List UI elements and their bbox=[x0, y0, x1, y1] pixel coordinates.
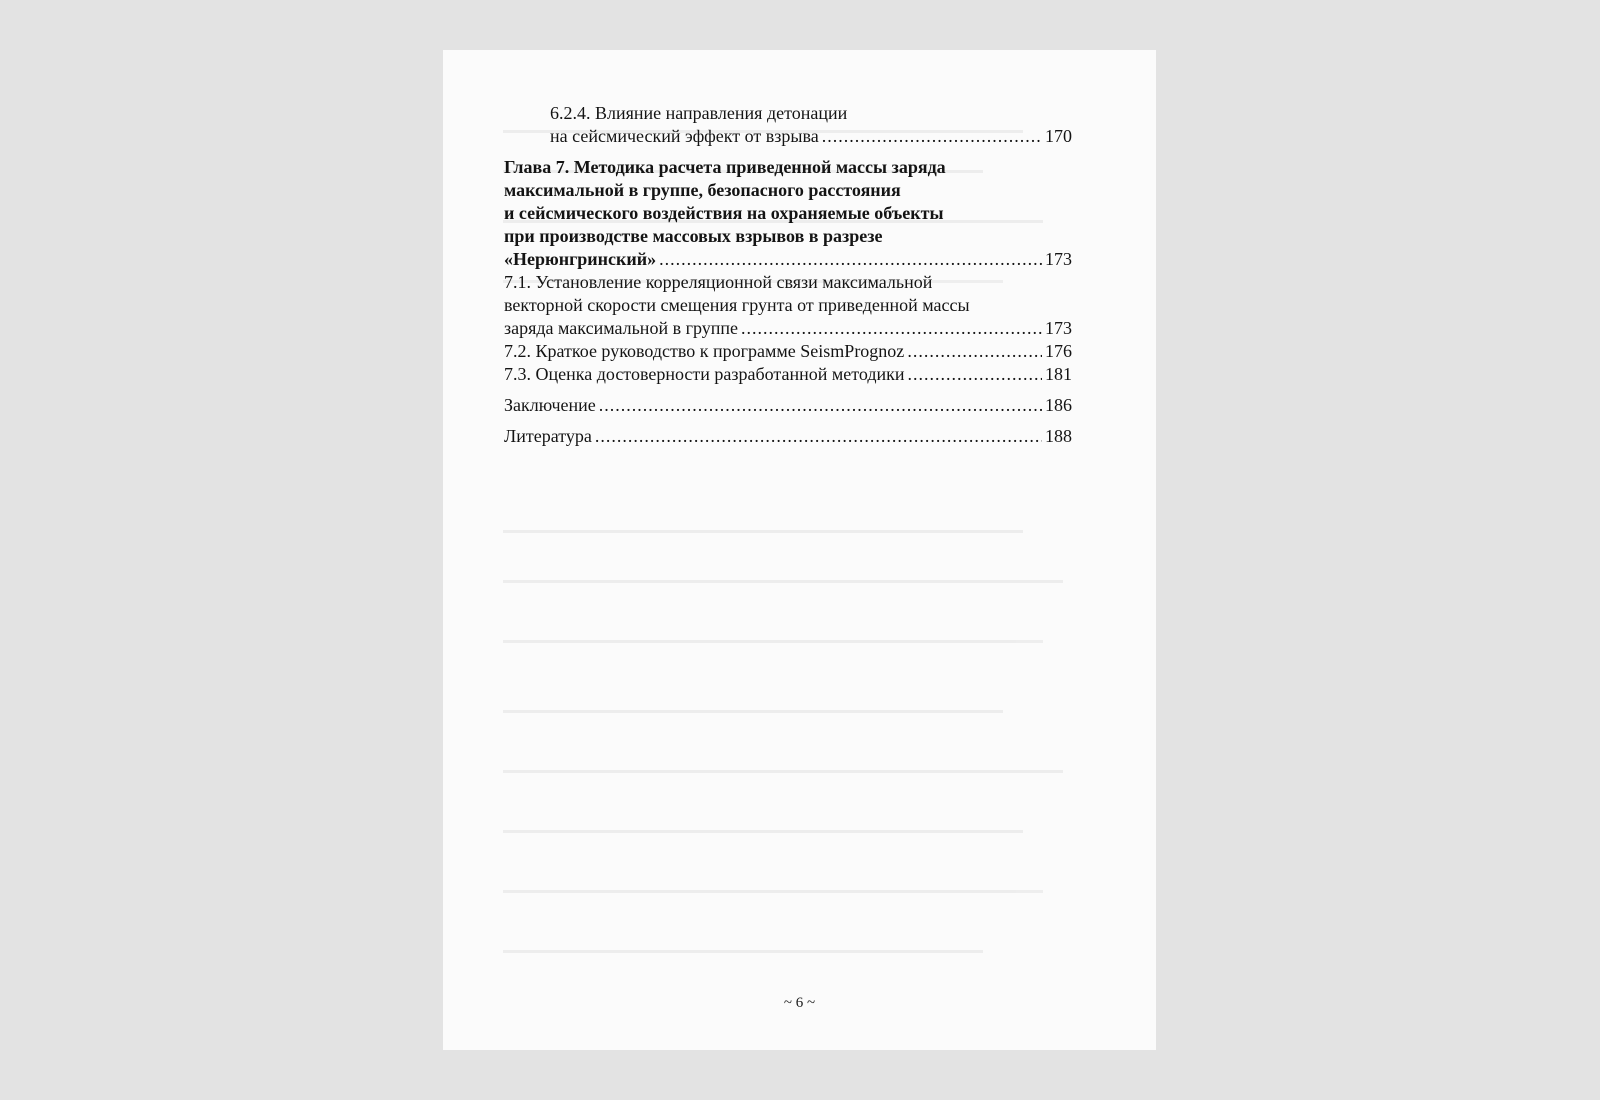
toc-entry-title: Литература bbox=[504, 426, 592, 446]
leader-dots bbox=[741, 317, 1042, 340]
toc-entry-title-line: заряда максимальной в группе bbox=[504, 318, 738, 338]
toc-entry-conclusion[interactable] bbox=[504, 394, 1072, 417]
toc-page-number: 188 bbox=[1045, 426, 1072, 446]
chapter-title-line: и сейсмического воздействия на охраняемые объекты bbox=[504, 203, 944, 223]
toc-entry-title-line: векторной скорости смещения грунта от приведенной массы bbox=[504, 295, 970, 315]
toc-entry-title: 7.2. Краткое руководство к программе SeismPrognoz bbox=[504, 341, 905, 361]
toc-page-number: 181 bbox=[1045, 364, 1072, 384]
toc-chapter-7[interactable] bbox=[504, 156, 1072, 271]
chapter-title-line: Глава 7. Методика расчета приведенной массы заряда bbox=[504, 157, 946, 177]
page-number-footer: ~ 6 ~ bbox=[783, 995, 816, 1011]
chapter-title-line: максимальной в группе, безопасного расстояния bbox=[504, 180, 901, 200]
leader-dots bbox=[907, 340, 1042, 363]
toc-entry-title: на сейсмический эффект от взрыва bbox=[550, 126, 819, 146]
toc-page-number: 176 bbox=[1045, 341, 1072, 361]
toc-entry-7-2[interactable] bbox=[504, 340, 1072, 363]
leader-dots bbox=[822, 125, 1042, 148]
leader-dots bbox=[908, 363, 1042, 386]
toc-entry-6-2-4-line1: 6.2.4. Влияние направления детонации bbox=[550, 103, 848, 123]
toc-page-number: 173 bbox=[1045, 318, 1072, 338]
leader-dots bbox=[599, 394, 1042, 417]
leader-dots bbox=[595, 425, 1042, 448]
leader-dots bbox=[659, 248, 1042, 271]
toc-page-number: 170 bbox=[1045, 126, 1072, 146]
document-page bbox=[443, 50, 1156, 1050]
chapter-title-line: «Нерюнгринский» bbox=[504, 249, 657, 269]
toc-entry-title-line: 7.1. Установление корреляционной связи максимальной bbox=[504, 272, 933, 292]
toc-entry-6-2-4[interactable] bbox=[504, 125, 1072, 148]
toc-entry-7-3[interactable] bbox=[504, 363, 1072, 386]
toc-entry-title: 7.3. Оценка достоверности разработанной методики bbox=[504, 364, 905, 384]
toc-page-number: 173 bbox=[1045, 249, 1072, 269]
table-of-contents bbox=[504, 102, 1072, 448]
toc-entry-title: Заключение bbox=[504, 395, 596, 415]
toc-page-number: 186 bbox=[1045, 395, 1072, 415]
toc-entry-7-1[interactable] bbox=[504, 271, 1072, 340]
toc-entry-literature[interactable] bbox=[504, 425, 1072, 448]
chapter-title-line: при производстве массовых взрывов в разрезе bbox=[504, 226, 883, 246]
